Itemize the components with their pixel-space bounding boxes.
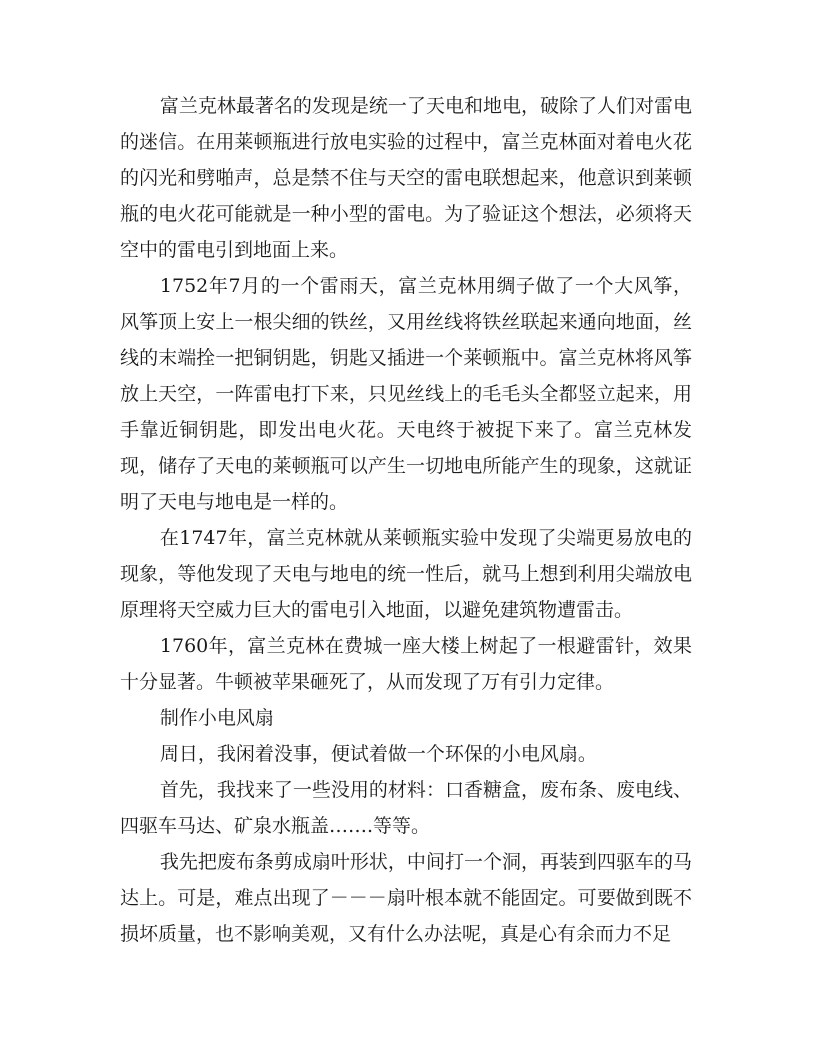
paragraph-kite-experiment: 1752年7月的一个雷雨天，富兰克林用绸子做了一个大风筝，风筝顶上安上一根尖细的铁丝，又用丝线将铁丝联起来通向地面，丝线的末端拴一把铜钥匙，钥匙又插进一个莱顿瓶中。富兰克林将风筝放上天空，一阵雷电打下来，只见丝线上的毛毛头全都竖立起来，用手靠近铜钥匙，即发出电火花。天电终于被捉下来了。富兰克林发现，储存了天电的莱顿瓶可以产生一切地电所能产生的现象，这就证明了天电与地电是一样的。 xyxy=(120,275,692,513)
paragraph-sunday-intro: 周日，我闲着没事，便试着做一个环保的小电风扇。 xyxy=(159,743,597,765)
paragraph-point-discharge: 在1747年，富兰克林就从莱顿瓶实验中发现了尖端更易放电的现象，等他发现了天电与地电的统一性后，就马上想到利用尖端放电原理将天空威力巨大的雷电引入地面，以避免建筑物遭雷击。 xyxy=(120,527,692,621)
paragraph-lightning-rod: 1760年，富兰克林在费城一座大楼上树起了一根避雷针，效果十分显著。牛顿被苹果砸死了，从而发现了万有引力定律。 xyxy=(120,635,692,693)
paragraph-fan-blades: 我先把废布条剪成扇叶形状，中间打一个洞，再装到四驱车的马达上。可是，难点出现了－－－扇叶根本就不能固定。可要做到既不损坏质量，也不影响美观，又有什么办法呢，真是心有余而力不足 xyxy=(120,851,692,945)
section-heading-small-fan: 制作小电风扇 xyxy=(159,707,274,729)
paragraph-materials: 首先，我找来了一些没用的材料：口香糖盒，废布条、废电线、四驱车马达、矿泉水瓶盖…….等等。 xyxy=(120,779,692,837)
paragraph-franklin-discovery: 富兰克林最著名的发现是统一了天电和地电，破除了人们对雷电的迷信。在用莱顿瓶进行放电实验的过程中，富兰克林面对着电火花的闪光和劈啪声，总是禁不住与天空的雷电联想起来，他意识到莱顿瓶的电火花可能就是一种小型的雷电。为了验证这个想法，必须将天空中的雷电引到地面上来。 xyxy=(120,95,692,261)
document-body xyxy=(120,88,692,952)
